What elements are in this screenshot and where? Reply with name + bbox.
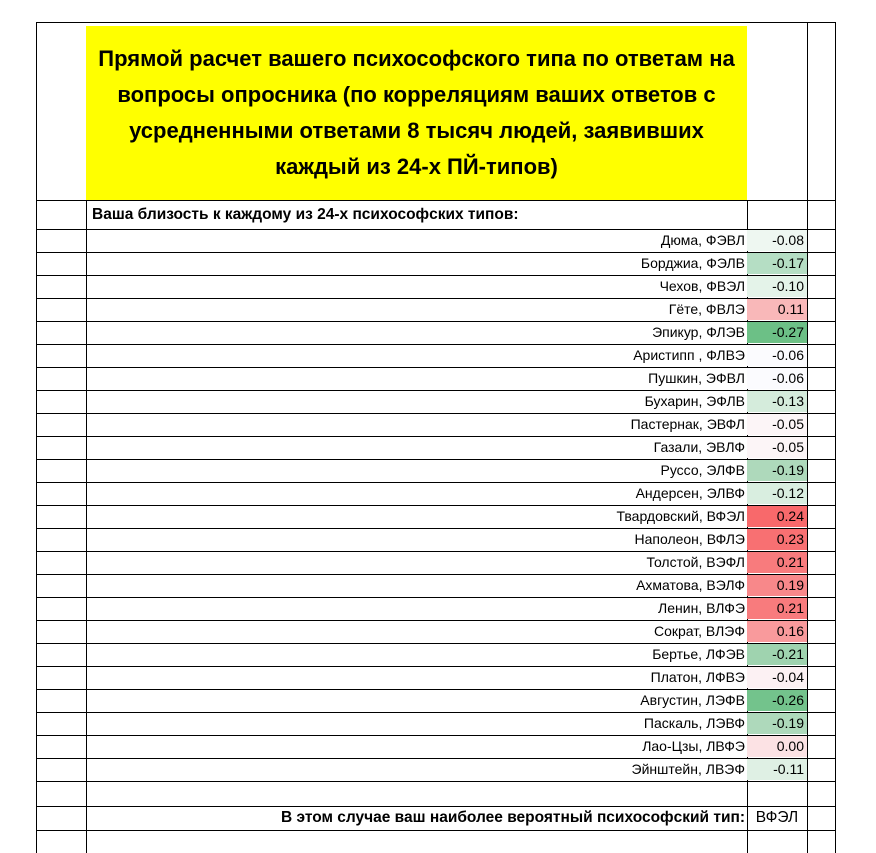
grid-line xyxy=(36,574,836,575)
row-value: -0.06 xyxy=(747,367,807,389)
row-label: Паскаль, ЛЭВФ xyxy=(643,715,745,731)
row-value: -0.11 xyxy=(747,758,807,780)
row-label: Августин, ЛЭФВ xyxy=(640,692,745,708)
grid-line xyxy=(807,22,808,853)
row-value: -0.04 xyxy=(747,666,807,688)
grid-line xyxy=(36,252,836,253)
grid-line xyxy=(36,597,836,598)
row-value: 0.21 xyxy=(747,597,807,619)
row-value: 0.21 xyxy=(747,551,807,573)
grid-line xyxy=(36,367,836,368)
grid-line xyxy=(36,436,836,437)
row-value: -0.12 xyxy=(747,482,807,504)
row-value: -0.19 xyxy=(747,459,807,481)
subtitle: Ваша близость к каждому из 24-х психософских типов: xyxy=(92,206,519,223)
row-value: 0.11 xyxy=(747,298,807,320)
grid-line xyxy=(36,22,836,23)
row-label: Аристипп , ФЛВЭ xyxy=(633,347,745,363)
grid-line xyxy=(36,275,836,276)
row-value: 0.16 xyxy=(747,620,807,642)
result-type: ВФЭЛ xyxy=(755,809,799,826)
grid-line xyxy=(36,321,836,322)
row-label: Сократ, ВЛЭФ xyxy=(654,623,745,639)
row-value: 0.23 xyxy=(747,528,807,550)
row-label: Гёте, ФВЛЭ xyxy=(668,301,745,317)
grid-line xyxy=(36,735,836,736)
grid-line xyxy=(36,643,836,644)
row-label: Пастернак, ЭВФЛ xyxy=(630,416,745,432)
row-value: -0.06 xyxy=(747,344,807,366)
row-value: -0.21 xyxy=(747,643,807,665)
grid-line xyxy=(36,344,836,345)
row-label: Борджиа, ФЭЛВ xyxy=(640,255,745,271)
row-value: -0.13 xyxy=(747,390,807,412)
grid-line xyxy=(835,22,836,853)
row-label: Руссо, ЭЛФВ xyxy=(660,462,745,478)
row-value: -0.27 xyxy=(747,321,807,343)
row-label: Наполеон, ВФЛЭ xyxy=(634,531,745,547)
grid-line xyxy=(36,413,836,414)
row-value: -0.10 xyxy=(747,275,807,297)
row-value: -0.26 xyxy=(747,689,807,711)
grid-line xyxy=(36,712,836,713)
row-label: Эпикур, ФЛЭВ xyxy=(652,324,745,340)
result-label: В этом случае ваш наиболее вероятный психософский тип: xyxy=(280,809,745,826)
row-label: Бухарин, ЭФЛВ xyxy=(644,393,745,409)
row-label: Ленин, ВЛФЭ xyxy=(658,600,745,616)
row-label: Бертье, ЛФЭВ xyxy=(652,646,745,662)
grid-line xyxy=(36,482,836,483)
row-label: Чехов, ФВЭЛ xyxy=(659,278,745,294)
page-title: Прямой расчет вашего психософского типа по ответам на вопросы опросника (по корреляциям ваших ответов с усредненными ответами 8 тысяч людей, заявивших каждый из 24-х ПЙ-типов) xyxy=(86,26,747,200)
grid-line xyxy=(36,528,836,529)
grid-line xyxy=(36,758,836,759)
row-label: Твардовский, ВФЭЛ xyxy=(616,508,745,524)
grid-line xyxy=(36,22,37,853)
row-label: Газали, ЭВЛФ xyxy=(653,439,745,455)
row-value: 0.19 xyxy=(747,574,807,596)
row-label: Эйнштейн, ЛВЭФ xyxy=(631,761,745,777)
grid-line xyxy=(36,781,836,782)
row-label: Ахматова, ВЭЛФ xyxy=(636,577,745,593)
grid-line xyxy=(36,229,836,230)
grid-line xyxy=(36,830,836,831)
row-label: Пушкин, ЭФВЛ xyxy=(648,370,745,386)
row-value: -0.05 xyxy=(747,413,807,435)
grid-line xyxy=(36,551,836,552)
grid-line xyxy=(36,298,836,299)
grid-line xyxy=(36,200,836,201)
grid-line xyxy=(36,390,836,391)
row-value: -0.17 xyxy=(747,252,807,274)
grid-line xyxy=(36,620,836,621)
grid-line xyxy=(36,806,836,807)
row-label: Лао-Цзы, ЛВФЭ xyxy=(642,738,745,754)
row-value: 0.24 xyxy=(747,505,807,527)
row-label: Андерсен, ЭЛВФ xyxy=(635,485,745,501)
row-label: Толстой, ВЭФЛ xyxy=(646,554,745,570)
row-value: -0.05 xyxy=(747,436,807,458)
row-value: -0.19 xyxy=(747,712,807,734)
row-value: 0.00 xyxy=(747,735,807,757)
grid-line xyxy=(36,505,836,506)
grid-line xyxy=(36,459,836,460)
row-label: Платон, ЛФВЭ xyxy=(650,669,745,685)
grid-line xyxy=(36,689,836,690)
grid-line xyxy=(36,666,836,667)
row-value: -0.08 xyxy=(747,229,807,251)
row-label: Дюма, ФЭВЛ xyxy=(660,232,745,248)
